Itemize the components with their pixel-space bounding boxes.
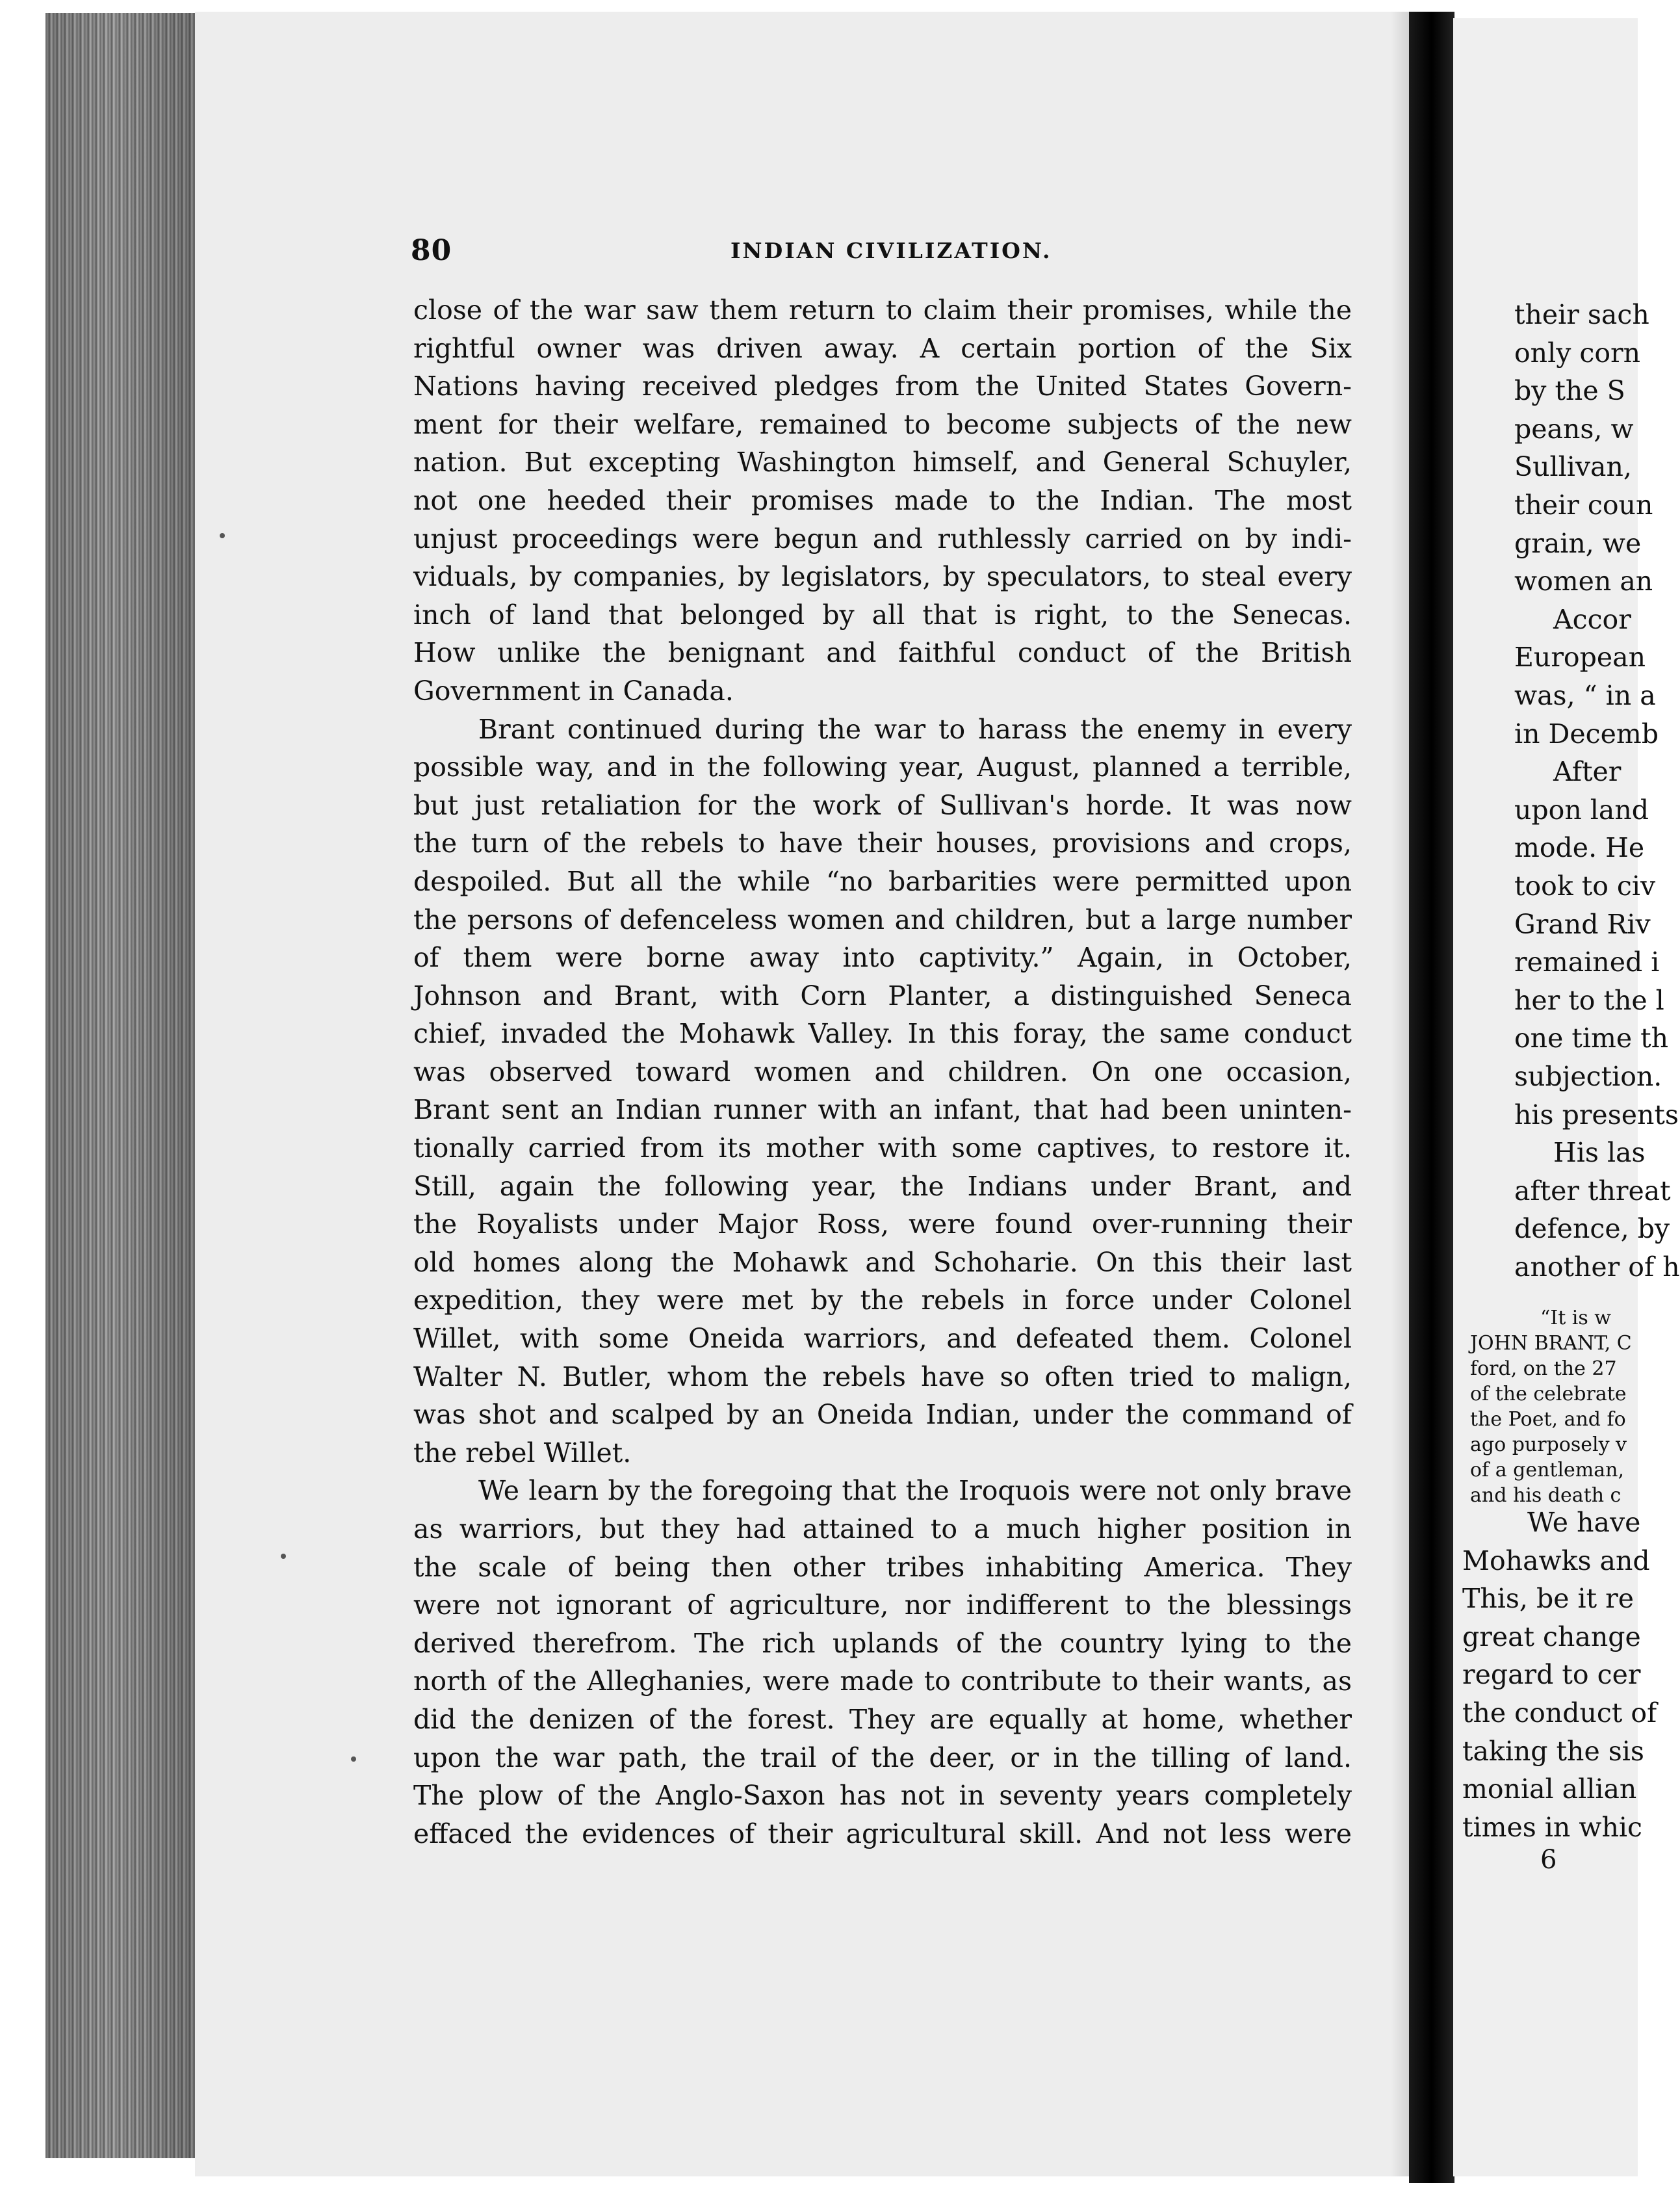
text-line: not one heeded their promises made to the Indian. The most [413,484,1352,516]
facing-text-line: grain, we [1514,527,1642,559]
text-line: close of the war saw them return to claim their promises, while the [413,294,1352,326]
text-line: Willet, with some Oneida warriors, and defeated them. Colonel [413,1323,1352,1355]
text-line: How unlike the benignant and faithful conduct of the British [413,637,1352,669]
text-line: of them were borne away into captivity.” Again, in October, [413,942,1352,974]
text-line: tionally carried from its mother with some captives, to restore it. [413,1132,1352,1164]
facing-text-line: her to the l [1514,984,1664,1016]
facing-text-line: only corn [1514,337,1641,369]
facing-text-line: Sullivan, [1514,451,1632,483]
facing-text-line: This, be it re [1462,1583,1634,1615]
paper-speck [220,533,225,538]
text-line: but just retaliation for the work of Sullivan's horde. It was now [413,789,1352,821]
facing-footnote-line: of a gentleman, [1470,1459,1624,1481]
facing-text-line: Accor [1553,603,1631,635]
text-line: upon the war path, the trail of the deer, or in the tilling of land. [413,1742,1352,1773]
facing-text-line: After [1553,756,1622,788]
facing-text-line: times in whic [1462,1811,1642,1843]
facing-footnote-line: the Poet, and fo [1470,1408,1626,1431]
text-line: Walter N. Butler, whom the rebels have so often tried to malign, [413,1361,1352,1392]
facing-text-line: great change [1462,1621,1641,1652]
text-line: Still, again the following year, the Indians under Brant, and [413,1170,1352,1202]
text-line: was observed toward women and children. On one occasion, [413,1056,1352,1088]
facing-footnote-line: JOHN BRANT, C [1470,1332,1632,1355]
page-number: 80 [411,234,452,267]
text-line: derived therefrom. The rich uplands of the country lying to the [413,1627,1352,1659]
book-gutter [1409,12,1454,2183]
text-line: inch of land that belonged by all that is right, to the Senecas. [413,599,1352,631]
page-edge-shadow [45,13,214,2158]
text-line: north of the Alleghanies, were made to contribute to their wants, as [413,1665,1352,1697]
paragraph [413,711,1352,1472]
facing-text-line: one time th [1514,1023,1669,1054]
facing-text-line: another of h [1514,1251,1680,1283]
facing-text-line: in Decemb [1514,718,1659,750]
text-line: did the denizen of the forest. They are equally at home, whether [413,1703,1352,1735]
text-line: old homes along the Mohawk and Schoharie. On this their last [413,1246,1352,1278]
signature-mark: 6 [1540,1845,1557,1875]
text-line: despoiled. But all the while “no barbarities were permitted upon [413,865,1352,897]
text-line: Government in Canada. [413,675,734,707]
paragraph [413,291,1352,711]
facing-text-line: defence, by [1514,1213,1670,1245]
facing-text-line: his presents [1514,1099,1679,1130]
text-line: ment for their welfare, remained to become subjects of the new [413,408,1352,440]
facing-text-line: their coun [1514,489,1653,521]
facing-text-line: We have [1527,1507,1641,1538]
facing-footnote-line: ago purposely v [1470,1433,1627,1456]
facing-text-line: monial allian [1462,1773,1637,1805]
text-line: expedition, they were met by the rebels in force under Colonel [413,1285,1352,1316]
facing-text-line: the conduct of [1462,1697,1657,1729]
text-line: was shot and scalped by an Oneida Indian, under the command of [413,1399,1352,1431]
text-line: possible way, and in the following year, August, planned a terrible, [413,751,1352,783]
text-line: Brant sent an Indian runner with an infant, that had been uninten- [413,1094,1352,1126]
facing-text-line: subjection. [1514,1061,1662,1092]
text-line: effaced the evidences of their agricultural skill. And not less were [413,1818,1352,1849]
text-line: nation. But excepting Washington himself, and General Schuyler, [413,447,1352,478]
text-line: viduals, by companies, by legislators, by speculators, to steal every [413,561,1352,593]
facing-text-line: Grand Riv [1514,908,1651,940]
facing-text-line: remained i [1514,946,1660,978]
facing-text-line: after threat [1514,1175,1671,1207]
text-line: were not ignorant of agriculture, nor indifferent to the blessings [413,1589,1352,1621]
running-title: INDIAN CIVILIZATION. [730,238,1052,263]
facing-text-line: peans, w [1514,413,1634,445]
text-line: unjust proceedings were begun and ruthlessly carried on by indi- [413,523,1352,555]
text-line: rightful owner was driven away. A certain portion of the Six [413,332,1352,364]
facing-footnote-line: ford, on the 27 [1470,1357,1617,1380]
text-line: We learn by the foregoing that the Iroquois were not only brave [478,1475,1352,1507]
facing-text-line: women an [1514,566,1653,597]
facing-text-line: His las [1553,1137,1646,1169]
text-line: Nations having received pledges from the United States Govern- [413,371,1352,402]
paper-speck [281,1554,286,1559]
facing-footnote-line: and his death c [1470,1484,1622,1507]
text-line: Brant continued during the war to harass the enemy in every [478,713,1352,745]
text-line: the Royalists under Major Ross, were found over-running their [413,1208,1352,1240]
paper-speck [351,1756,356,1762]
facing-text-line: taking the sis [1462,1735,1644,1767]
facing-text-line: Mohawks and [1462,1545,1650,1576]
facing-text-line: took to civ [1514,870,1656,902]
facing-text-line: mode. He [1514,832,1645,864]
facing-footnote-line: of the celebrate [1470,1383,1627,1405]
facing-text-line: their sach [1514,299,1649,330]
text-line: the scale of being then other tribes inhabiting America. They [413,1551,1352,1583]
text-line: the rebel Willet. [413,1437,632,1468]
text-line: the turn of the rebels to have their houses, provisions and crops, [413,828,1352,859]
facing-footnote-line: “It is w [1540,1307,1611,1329]
facing-text-line: regard to cer [1462,1659,1641,1691]
main-text-body [413,291,1352,1853]
facing-text-line: was, “ in a [1514,680,1656,711]
facing-text-line: upon land [1514,794,1649,826]
text-line: the persons of defenceless women and children, but a large number [413,904,1352,935]
facing-text-line: European [1514,642,1646,673]
text-line: The plow of the Anglo-Saxon has not in seventy years completely [413,1780,1352,1812]
text-line: Johnson and Brant, with Corn Planter, a distinguished Seneca [413,980,1352,1011]
text-line: as warriors, but they had attained to a much higher position in [413,1513,1352,1545]
paragraph [413,1472,1352,1853]
facing-text-line: by the S [1514,375,1625,407]
text-line: chief, invaded the Mohawk Valley. In this foray, the same conduct [413,1018,1352,1050]
